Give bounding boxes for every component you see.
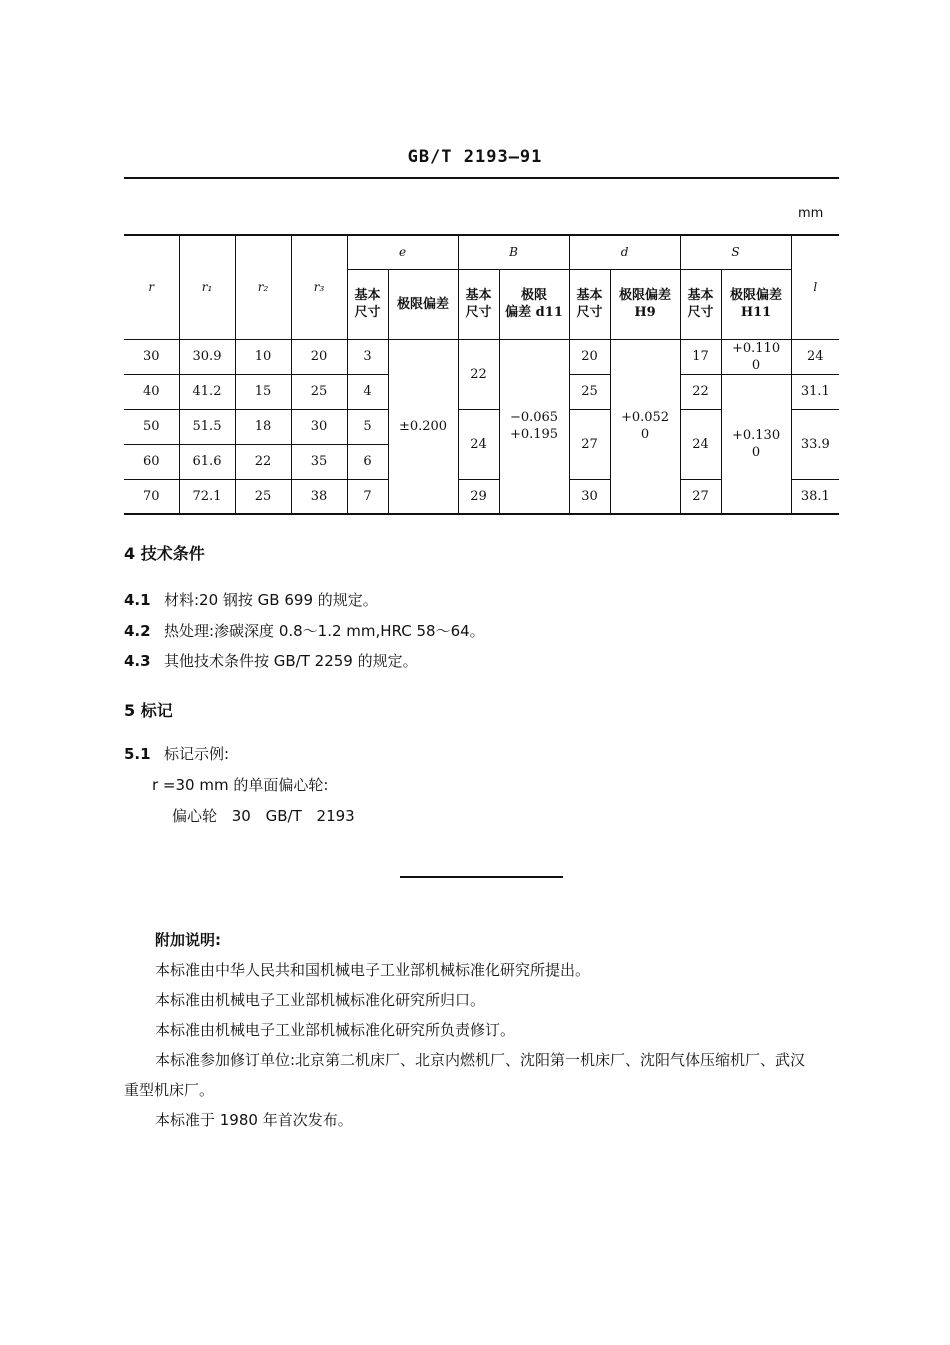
cell-e: 5	[347, 409, 388, 444]
cell-s-tol-2	[721, 374, 791, 514]
cell-r3: 25	[291, 374, 347, 409]
cell-s: 24	[680, 409, 721, 479]
cell-d: 27	[569, 409, 610, 479]
cell-r3: 35	[291, 444, 347, 479]
cell-r2: 15	[235, 374, 291, 409]
clause-text: 热处理:渗碳深度 0.8～1.2 mm,HRC 58～64。	[164, 622, 485, 640]
appendix-line: 本标准参加修订单位:北京第二机床厂、北京内燃机厂、沈阳第一机床厂、沈阳气体压缩机厂、武汉	[155, 1051, 806, 1069]
example-description: r =30 mm 的单面偏心轮:	[152, 776, 329, 794]
e-basic-header	[347, 269, 388, 339]
s-basic-line1: 基本	[687, 288, 714, 303]
appendix-line: 本标准由机械电子工业部机械标准化研究所归口。	[155, 991, 486, 1009]
cell-s: 17	[680, 339, 721, 374]
cell-s: 22	[680, 374, 721, 409]
dimension-table	[124, 234, 839, 515]
cell-r2: 22	[235, 444, 291, 479]
cell-l: 33.9	[791, 409, 839, 479]
appendix-line: 本标准于 1980 年首次发布。	[155, 1111, 353, 1129]
d-tol-line1: 极限偏差	[619, 288, 672, 303]
appendix-line: 本标准由机械电子工业部机械标准化研究所负责修订。	[155, 1021, 516, 1039]
clause-4-2	[124, 620, 485, 641]
cell-r2: 18	[235, 409, 291, 444]
col-r2-header: r₂	[235, 235, 291, 339]
d-tol-header	[610, 269, 680, 339]
clause-text: 标记示例:	[164, 745, 230, 763]
header-row-groups	[124, 235, 839, 269]
clause-number: 4.2	[124, 622, 151, 640]
cell-s-tol-1	[721, 339, 791, 374]
cell-r1: 61.6	[179, 444, 235, 479]
clause-number: 4.1	[124, 591, 151, 609]
cell-s: 27	[680, 479, 721, 514]
e-basic-line1: 基本	[354, 288, 381, 303]
b-basic-line1: 基本	[465, 288, 492, 303]
cell-b-34: 24	[458, 409, 499, 479]
unit-label: mm	[798, 206, 824, 221]
header-rule	[124, 177, 839, 179]
cell-e: 7	[347, 479, 388, 514]
section-5-heading: 5 标记	[124, 701, 173, 720]
cell-r: 50	[124, 409, 179, 444]
cell-d: 30	[569, 479, 610, 514]
d-basic-header	[569, 269, 610, 339]
cell-r2: 10	[235, 339, 291, 374]
clause-text: 其他技术条件按 GB/T 2259 的规定。	[164, 652, 418, 670]
cell-e: 6	[347, 444, 388, 479]
d-tol-upper: +0.052	[620, 410, 670, 426]
appendix-line: 重型机床厂。	[124, 1081, 215, 1099]
b-basic-header	[458, 269, 499, 339]
cell-e: 4	[347, 374, 388, 409]
group-d-header: d	[569, 235, 680, 269]
s-tol2-upper: +0.130	[731, 427, 781, 443]
b-tol-line1: 极限	[521, 288, 548, 303]
cell-b: 29	[458, 479, 499, 514]
cell-r1: 72.1	[179, 479, 235, 514]
s-tol-header	[721, 269, 791, 339]
clause-4-3	[124, 650, 418, 671]
cell-r3: 38	[291, 479, 347, 514]
example-marking: 偏心轮 30 GB/T 2193	[172, 807, 355, 825]
b-tol-lower: +0.195	[509, 427, 559, 443]
s-tol-line1: 极限偏差	[730, 288, 783, 303]
d-basic-line1: 基本	[576, 288, 603, 303]
cell-d: 25	[569, 374, 610, 409]
b-basic-line2: 尺寸	[465, 305, 492, 320]
e-tol-header: 极限偏差	[388, 269, 458, 339]
appendix-line: 本标准由中华人民共和国机械电子工业部机械标准化研究所提出。	[155, 961, 591, 979]
group-s-header: S	[680, 235, 791, 269]
appendix-block	[124, 925, 840, 1135]
d-tol-lower: 0	[640, 427, 650, 443]
b-tol-header	[499, 269, 569, 339]
clause-text: 材料:20 钢按 GB 699 的规定。	[164, 591, 378, 609]
cell-r2: 25	[235, 479, 291, 514]
section-4-heading: 4 技术条件	[124, 544, 205, 563]
col-r-header: r	[124, 235, 179, 339]
table-row	[124, 339, 839, 374]
clause-5-1	[124, 743, 229, 764]
appendix-title: 附加说明:	[155, 931, 221, 949]
group-b-header: B	[458, 235, 569, 269]
standard-number: GB/T 2193—91	[407, 147, 543, 167]
b-tol-upper: −0.065	[509, 410, 559, 426]
col-r1-header: r₁	[179, 235, 235, 339]
s-tol1-lower: 0	[751, 357, 761, 373]
cell-r: 70	[124, 479, 179, 514]
cell-r: 30	[124, 339, 179, 374]
d-basic-line2: 尺寸	[576, 305, 603, 320]
cell-l: 24	[791, 339, 839, 374]
end-rule	[400, 876, 563, 878]
cell-d-tol	[610, 339, 680, 514]
cell-b-tol	[499, 339, 569, 514]
cell-r: 60	[124, 444, 179, 479]
col-r3-header: r₃	[291, 235, 347, 339]
cell-b-12: 22	[458, 339, 499, 409]
s-basic-line2: 尺寸	[687, 305, 714, 320]
cell-l: 31.1	[791, 374, 839, 409]
d-tol-line2: H9	[634, 305, 656, 320]
cell-r3: 20	[291, 339, 347, 374]
s-tol1-upper: +0.110	[731, 340, 781, 356]
cell-r1: 51.5	[179, 409, 235, 444]
cell-r: 40	[124, 374, 179, 409]
e-basic-line2: 尺寸	[354, 305, 381, 320]
cell-e-tol: ±0.200	[388, 339, 458, 514]
b-tol-line2: 偏差 d11	[505, 305, 563, 320]
cell-l: 38.1	[791, 479, 839, 514]
col-l-header: l	[791, 235, 839, 339]
s-tol2-lower: 0	[751, 444, 761, 460]
clause-4-1	[124, 589, 378, 610]
cell-r1: 30.9	[179, 339, 235, 374]
cell-r1: 41.2	[179, 374, 235, 409]
clause-number: 5.1	[124, 745, 151, 763]
group-e-header: e	[347, 235, 458, 269]
s-tol-line2: H11	[740, 305, 772, 320]
clause-number: 4.3	[124, 652, 151, 670]
cell-d: 20	[569, 339, 610, 374]
s-basic-header	[680, 269, 721, 339]
cell-r3: 30	[291, 409, 347, 444]
cell-e: 3	[347, 339, 388, 374]
